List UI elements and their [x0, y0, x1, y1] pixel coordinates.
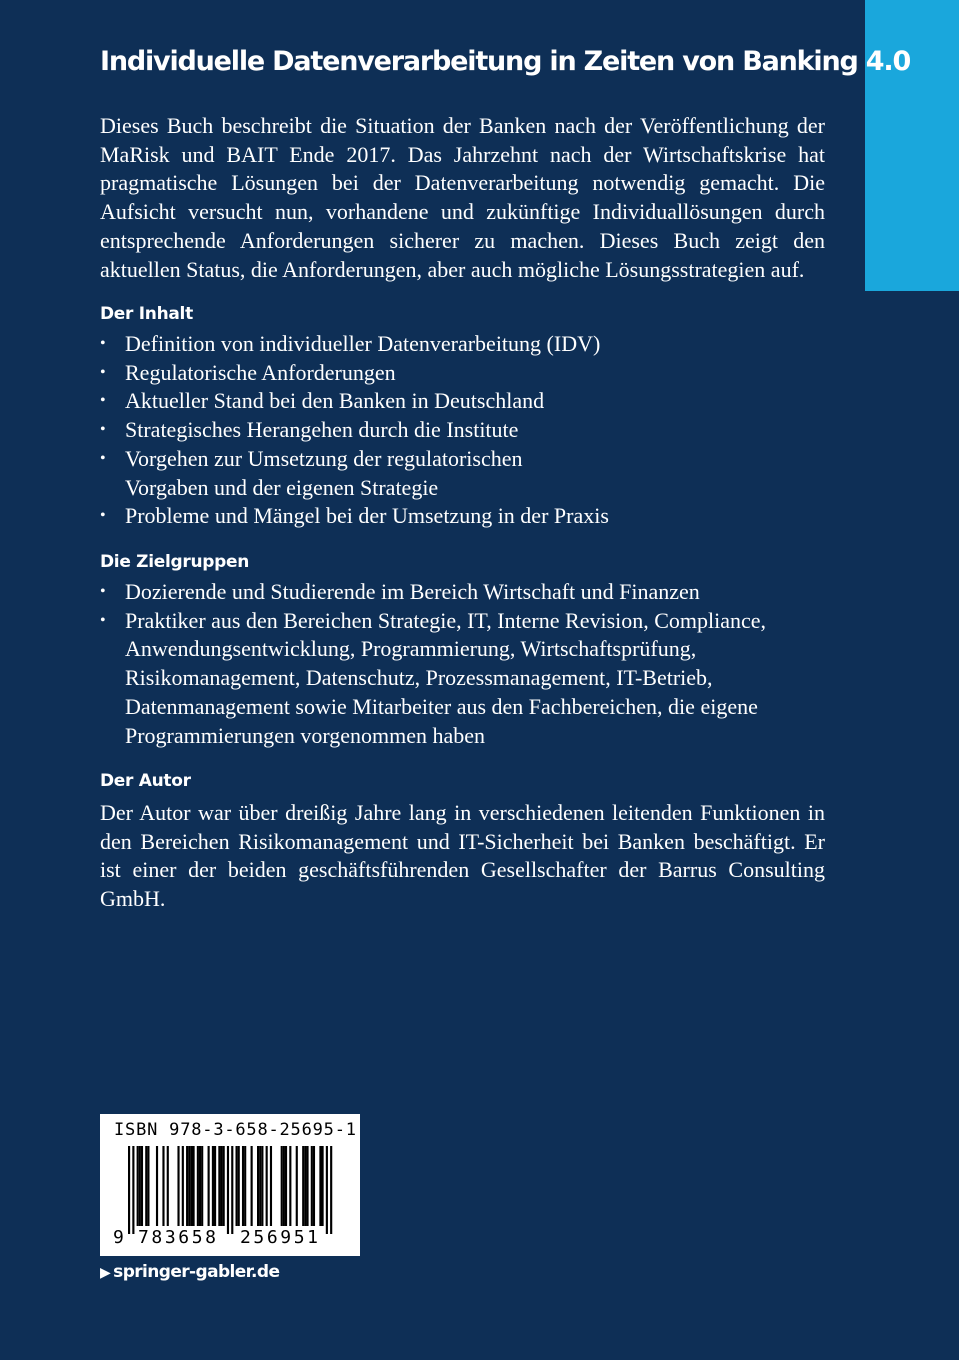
barcode-bar: [231, 1146, 233, 1234]
barcode-bar: [182, 1146, 184, 1226]
barcode-bar: [141, 1146, 143, 1226]
barcode-bar: [188, 1146, 190, 1226]
barcode-bar: [220, 1146, 222, 1226]
barcode-bar: [283, 1146, 285, 1226]
barcode-bar: [190, 1146, 192, 1226]
zielgruppen-list: [100, 578, 825, 750]
barcode-bar: [244, 1146, 246, 1226]
barcode-bar: [236, 1146, 238, 1226]
bullet-icon: •: [100, 421, 106, 439]
triangle-right-icon: ▶: [100, 1265, 111, 1281]
barcode-bar: [156, 1146, 158, 1226]
bullet-icon: •: [100, 449, 106, 467]
barcode-bar: [326, 1146, 328, 1234]
barcode-bar: [313, 1146, 315, 1226]
book-title: Individuelle Datenverarbeitung in Zeiten von Banking 4.0: [100, 46, 911, 77]
barcode-bar: [289, 1146, 291, 1226]
barcode-bar: [330, 1146, 332, 1234]
list-item: • Probleme und Mängel bei der Umsetzung in der Praxis: [100, 502, 825, 531]
barcode-bar: [177, 1146, 179, 1226]
autor-heading: Der Autor: [100, 771, 191, 791]
bullet-icon: •: [100, 507, 106, 525]
barcode-bar: [137, 1146, 139, 1226]
barcode-bar: [322, 1146, 324, 1226]
barcode-bar: [214, 1146, 216, 1226]
publisher-url: springer-gabler.de: [113, 1262, 280, 1282]
inhalt-heading: Der Inhalt: [100, 304, 193, 324]
barcode-bar: [296, 1146, 298, 1226]
author-paragraph: Der Autor war über dreißig Jahre lang in verschiedenen leitenden Funktionen in den Bereichen Risikomanagement und IT-Sicherheit bei Banken beschäftigt. Er ist einer der beiden geschäftsführenden Gesellschafter der Barrus Consulting GmbH.: [100, 800, 825, 912]
barcode-bar: [266, 1146, 268, 1226]
list-item: • Dozierende und Studierende im Bereich Wirtschaft und Finanzen: [100, 578, 825, 607]
list-item: • Praktiker aus den Bereichen Strategie, IT, Interne Revision, Compliance, Anwendungsentwicklung, Programmierung, Wirtschaftsprüfung, Risikomanagement, Datenschutz, Prozessmanagement, IT-Betrieb, Datenmanagement sowie Mitarbeiter aus den Fachbereichen, die eigene Programmierungen vorgenommen haben: [100, 607, 767, 748]
bullet-icon: •: [100, 583, 106, 600]
bullet-icon: •: [100, 611, 106, 629]
barcode-bar: [193, 1146, 195, 1226]
barcode-bar: [270, 1146, 272, 1226]
barcode-bar: [304, 1146, 306, 1226]
barcode-bar: [227, 1146, 229, 1234]
barcode-bar: [208, 1146, 210, 1226]
barcode-bar: [306, 1146, 308, 1226]
barcode-bar: [201, 1146, 203, 1226]
zielgruppen-heading: Die Zielgruppen: [100, 552, 250, 572]
barcode-bar: [139, 1146, 141, 1226]
bullet-icon: •: [100, 392, 106, 410]
inhalt-list: [100, 330, 825, 531]
isbn-barcode: [100, 1114, 360, 1256]
publisher-link[interactable]: [100, 1262, 279, 1282]
barcode-digit-lead: 9: [113, 1227, 127, 1248]
barcode-bar: [145, 1146, 147, 1226]
list-item: • Aktueller Stand bei den Banken in Deutschland: [100, 387, 825, 416]
barcode-bar: [212, 1146, 214, 1226]
barcode-bar: [167, 1146, 169, 1226]
barcode-bar: [147, 1146, 149, 1226]
barcode-bar: [257, 1146, 259, 1226]
barcode-bar: [311, 1146, 313, 1226]
bullet-icon: •: [100, 363, 106, 381]
isbn-label: ISBN 978-3-658-25695-1: [114, 1120, 357, 1140]
barcode-bar: [285, 1146, 287, 1226]
barcode-bar: [218, 1146, 220, 1226]
barcode-bar: [261, 1146, 263, 1226]
barcode-bar: [238, 1146, 240, 1226]
list-item: • Definition von individueller Datenverarbeitung (IDV): [100, 330, 825, 359]
list-item: • Regulatorische Anforderungen: [100, 359, 825, 388]
intro-paragraph: Dieses Buch beschreibt die Situation der Banken nach der Veröffentlichung der MaRisk und BAIT Ende 2017. Das Jahrzehnt nach der Wirtschaftskrise hat pragmatische Lösungen bei der Datenverarbeitung notwendig gemacht. Die Aufsicht versucht nun, vorhandene und zukünftige Individuallösungen durch entsprechende Anforderungen sicherer zu machen. Dieses Buch zeigt den aktuellen Status, die Anforderungen, aber auch mögliche Lösungsstrategien auf.: [100, 113, 825, 282]
list-item: • Strategisches Herangehen durch die Institute: [100, 416, 825, 445]
barcode-bar: [128, 1146, 130, 1234]
barcode-bar: [251, 1146, 253, 1226]
barcode-bar: [281, 1146, 283, 1226]
barcode-bar: [302, 1146, 304, 1226]
barcode-bar: [259, 1146, 261, 1226]
barcode-bar: [162, 1146, 164, 1226]
barcode-bar: [197, 1146, 199, 1226]
barcode-digits-right: 256951: [240, 1227, 321, 1248]
barcode-bar: [199, 1146, 201, 1226]
bullet-icon: •: [100, 335, 106, 352]
barcode-digits-left: 783658: [138, 1227, 219, 1248]
barcode-bar: [223, 1146, 225, 1226]
barcode-bar: [242, 1146, 244, 1226]
barcode-bar: [132, 1146, 134, 1234]
list-item: • Vorgehen zur Umsetzung der regulatorischen Vorgaben und der eigenen Strategie: [100, 445, 523, 500]
barcode-bar: [186, 1146, 188, 1226]
barcode-bar: [319, 1146, 321, 1226]
